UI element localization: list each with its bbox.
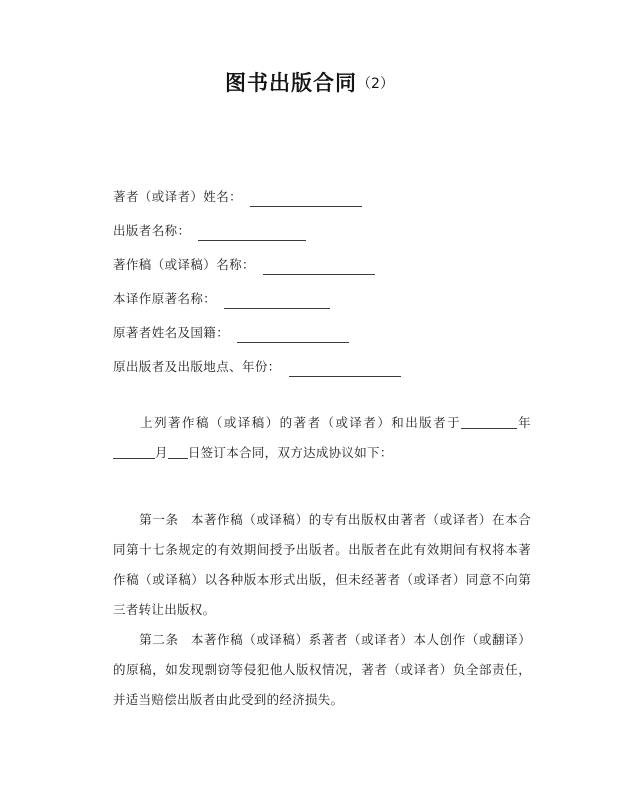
form-blank-original-publisher[interactable] — [289, 361, 401, 377]
form-row-original-work-title — [113, 287, 553, 309]
form-row-original-publisher — [113, 355, 553, 377]
form-label-publisher-name: 出版者名称： — [113, 223, 191, 238]
form-row-manuscript-title — [113, 253, 553, 275]
form-label-original-author: 原著者姓名及国籍： — [113, 325, 230, 340]
page-title-main: 图书出版合同 — [225, 71, 358, 95]
page-title-suffix: （2） — [357, 76, 394, 92]
form-label-original-publisher: 原出版者及出版地点、年份： — [113, 359, 281, 374]
article-2-text: 本著作稿（或译稿）系著者（或译者）本人创作（或翻译）的原稿，如发现剽窃等侵犯他人版权情况，著者（或译者）负全部责任，并适当赔偿出版者由此受到的经济损失。 — [113, 632, 531, 707]
unit-year: 年 — [517, 415, 531, 430]
preamble-text-lead: 上列著作稿（或译稿）的著者（或译者）和出版者于 — [139, 415, 462, 430]
form-row-author-name — [113, 185, 553, 207]
form-row-publisher-name — [113, 219, 553, 241]
form-row-original-author — [113, 321, 553, 343]
article-2-paragraph — [113, 625, 531, 715]
unit-month: 月 — [155, 445, 168, 460]
form-label-author-name: 著者（或译者）姓名： — [113, 189, 243, 204]
blank-day[interactable] — [168, 445, 188, 459]
article-1-text: 本著作稿（或译稿）的专有出版权由著者（或译者）在本合同第十七条规定的有效期间授予出版者。出版者在此有效期间有权将本著作稿（或译稿）以各种版本形式出版，但未经著者（或译者）同意不向第三者转让出版权。 — [113, 512, 531, 617]
form-label-manuscript-title: 著作稿（或译稿）名称： — [113, 257, 255, 272]
form-blank-original-author[interactable] — [237, 327, 349, 343]
preamble-text-tail: 日签订本合同，双方达成协议如下： — [187, 445, 393, 460]
form-label-original-work-title: 本译作原著名称： — [113, 291, 217, 306]
form-blank-author-name[interactable] — [250, 191, 362, 207]
form-blank-original-work-title[interactable] — [224, 293, 330, 309]
contract-form-fields — [113, 185, 553, 389]
preamble-paragraph — [113, 408, 531, 468]
article-2-number: 第二条 — [139, 632, 179, 647]
page-title — [0, 68, 619, 99]
article-1-paragraph — [113, 505, 531, 625]
blank-year[interactable] — [461, 415, 517, 429]
form-blank-publisher-name[interactable] — [198, 225, 306, 241]
article-1-number: 第一条 — [139, 512, 179, 527]
form-blank-manuscript-title[interactable] — [263, 259, 375, 275]
blank-month[interactable] — [113, 445, 155, 459]
